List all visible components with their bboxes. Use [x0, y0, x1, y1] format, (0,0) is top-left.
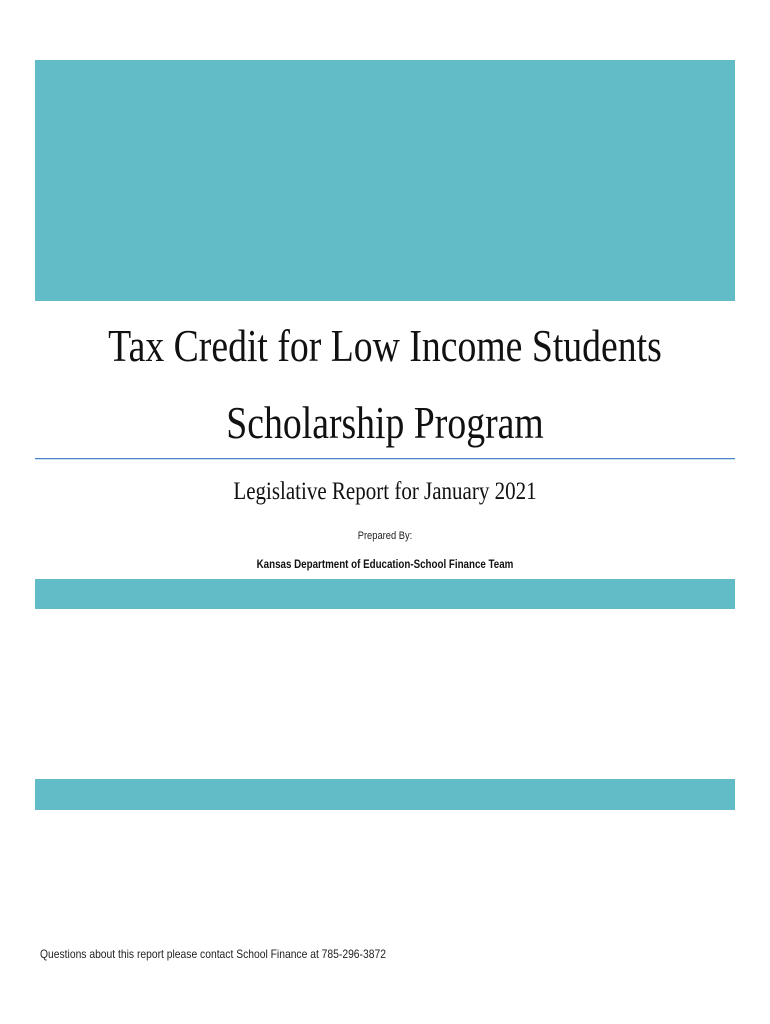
report-subtitle: Legislative Report for January 2021 — [233, 478, 537, 505]
title-divider — [35, 458, 735, 459]
middle-color-band — [35, 579, 735, 609]
lower-color-band — [35, 779, 735, 810]
report-title-line-1: Tax Credit for Low Income Students — [108, 320, 662, 371]
report-title-line-2: Scholarship Program — [226, 397, 544, 448]
header-color-block — [35, 60, 735, 301]
organization-name: Kansas Department of Education-School Finance Team — [256, 559, 514, 571]
prepared-by-label: Prepared By: — [357, 530, 413, 542]
contact-footer: Questions about this report please contact School Finance at 785-296-3872 — [40, 947, 386, 961]
